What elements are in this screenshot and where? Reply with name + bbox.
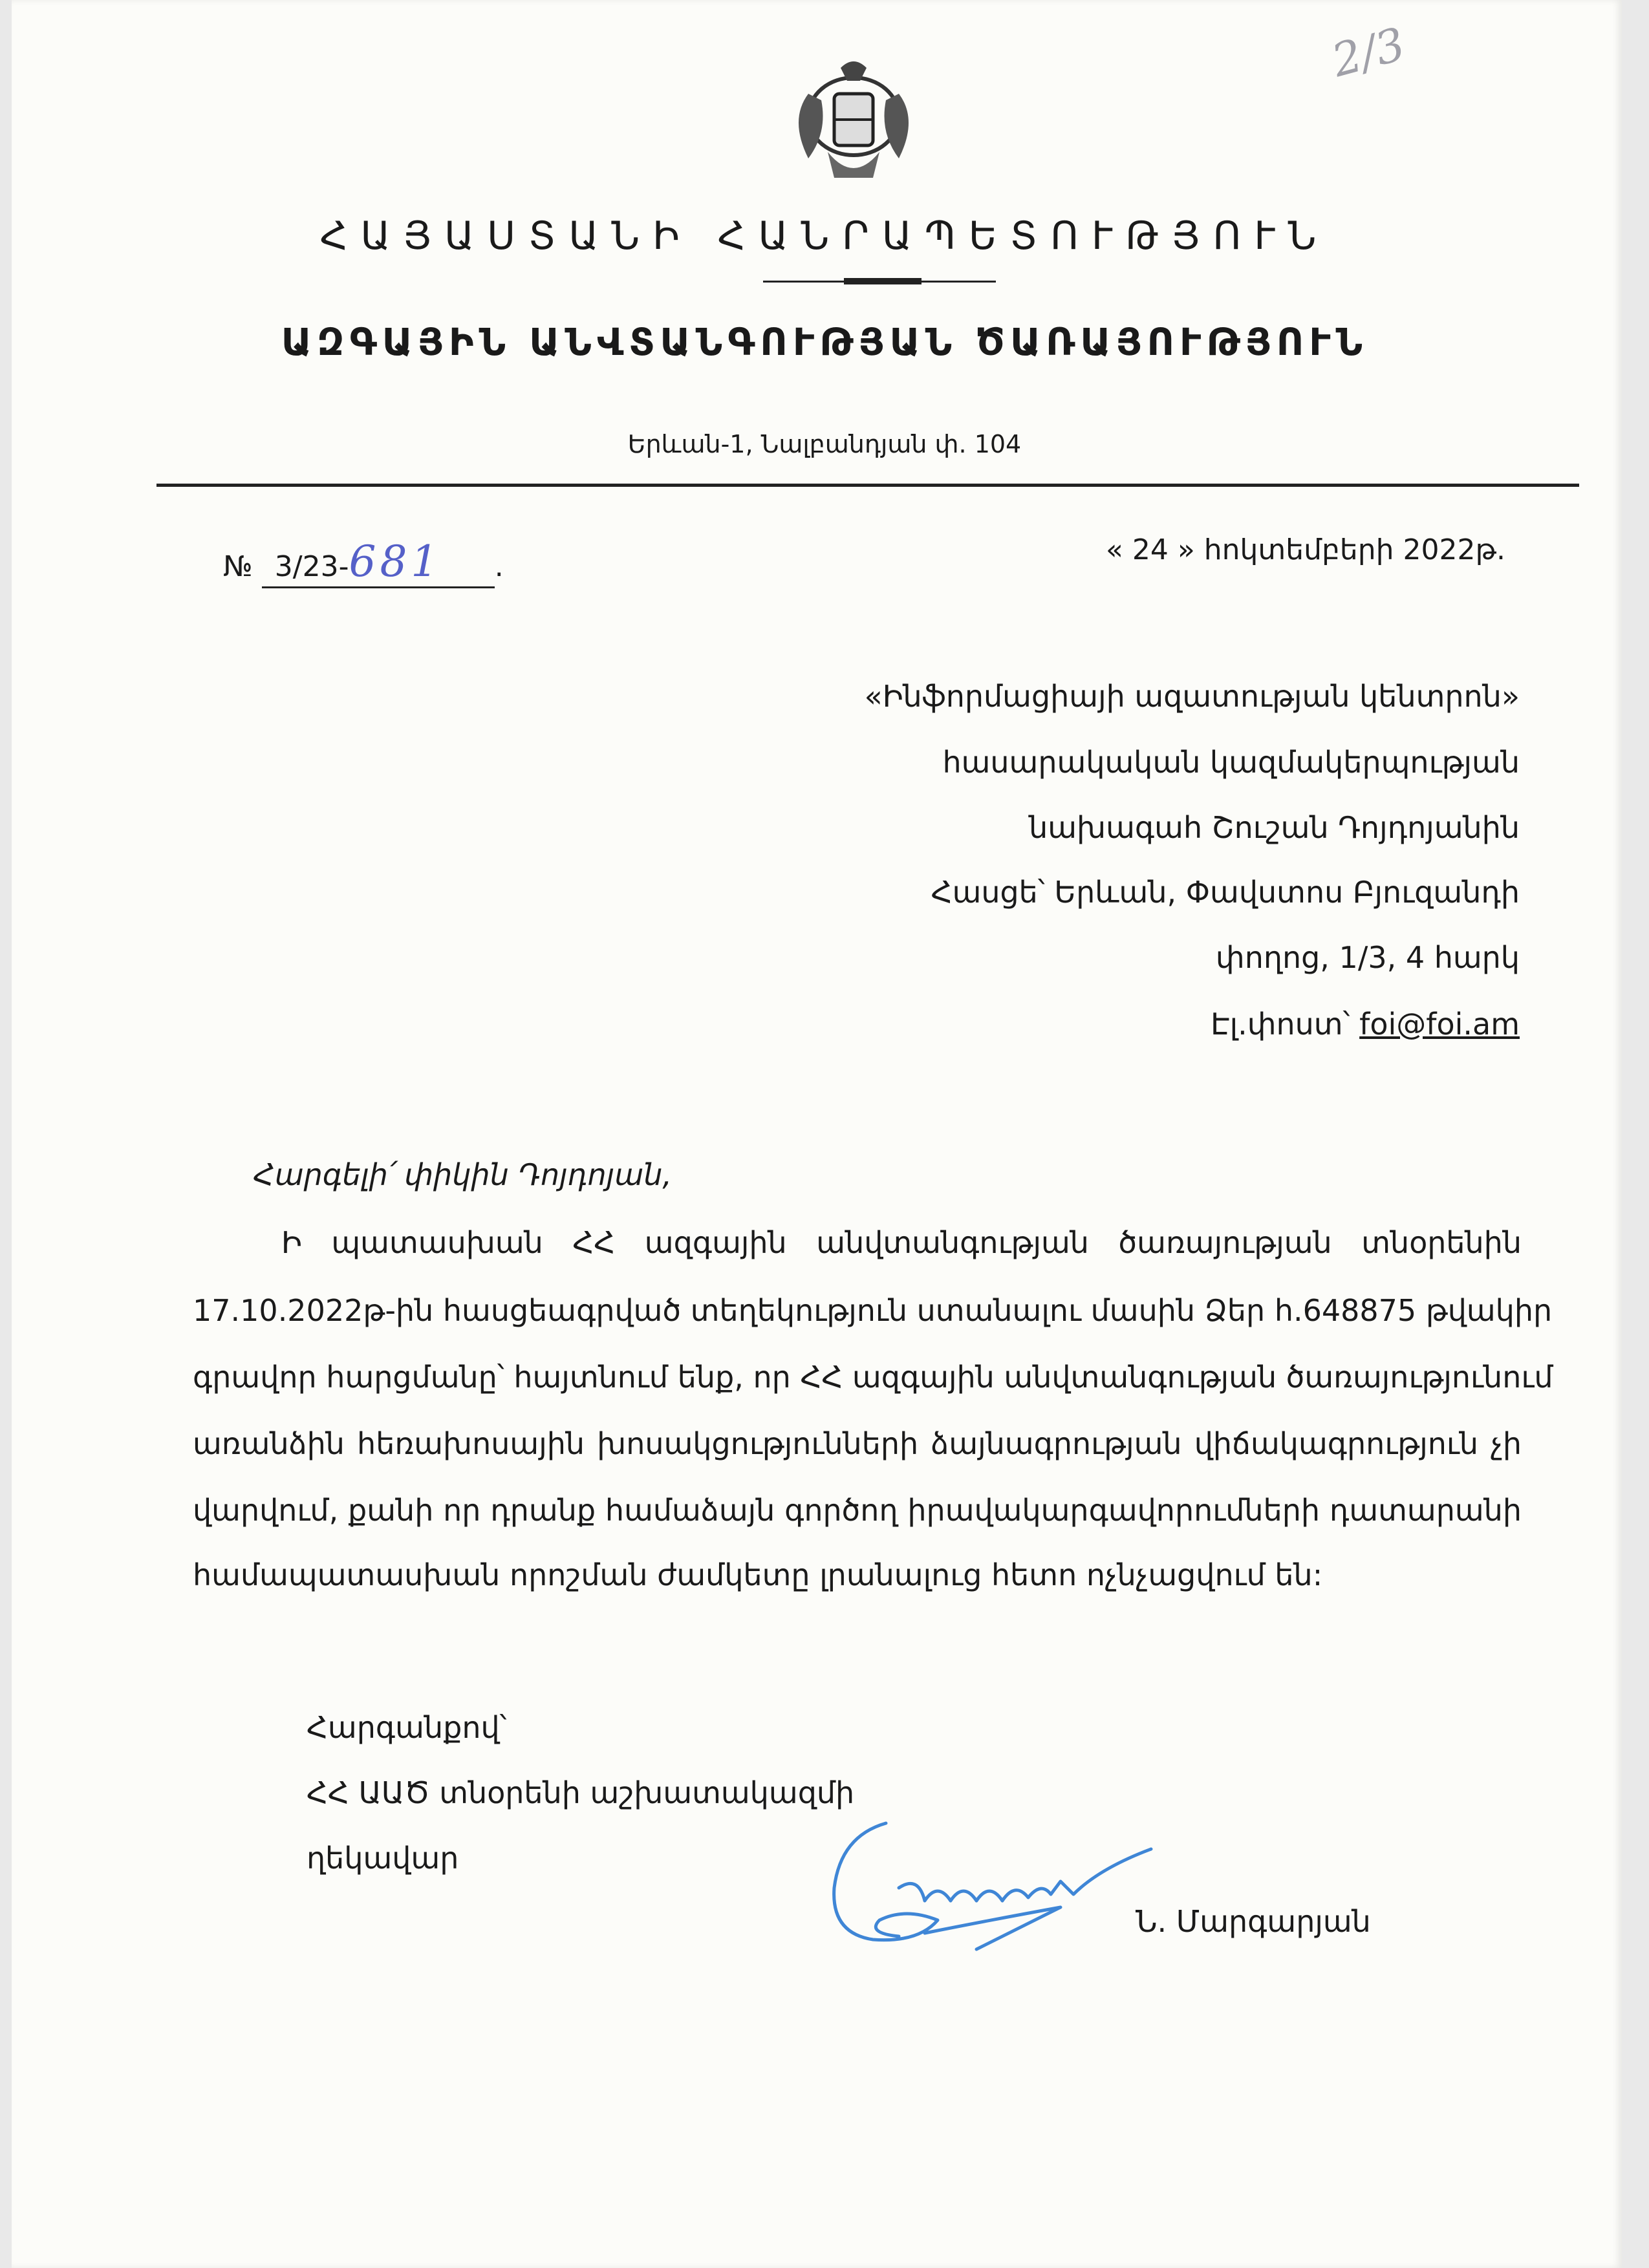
closing-line: ղեկավար xyxy=(307,1841,459,1876)
body-line: Ի պատասխան ՀՀ ազգային անվտանգության ծառայության տնօրենին xyxy=(281,1225,1522,1260)
email-label: Էլ.փոստ՝ xyxy=(1211,1007,1360,1042)
body-line: առանձին հեռախոսային խոսակցությունների ձայնագրության վիճակագրություն չի xyxy=(193,1426,1522,1461)
recipient-line: նախագահ Շուշան Դոյդոյանին xyxy=(1029,810,1520,845)
handwritten-number: 681 xyxy=(349,537,442,586)
body-line: համապատասխան որոշման ժամկետը լրանալուց հետո ոչնչացվում են: xyxy=(193,1557,1323,1592)
title-divider-center xyxy=(844,278,921,284)
number-field xyxy=(262,537,495,588)
letter-date: « 24 » հոկտեմբերի 2022թ. xyxy=(1105,533,1505,566)
number-prefix: 3/23- xyxy=(274,550,349,583)
number-label: № xyxy=(223,550,253,583)
recipient-line: «Ինֆորմացիայի ազատության կենտրոն» xyxy=(864,679,1520,714)
coat-of-arms-emblem xyxy=(782,55,925,197)
signatory-name: Ն. Մարգարյան xyxy=(1136,1904,1371,1939)
closing-line: ՀՀ ԱԱԾ տնօրենի աշխատակազմի xyxy=(307,1775,855,1810)
reference-number: № 3/23-681 . xyxy=(223,537,504,588)
pencil-note: 2/3 xyxy=(1326,17,1411,88)
recipient-line: հասարակական կազմակերպության xyxy=(942,745,1520,780)
body-line: 17.10.2022թ-ին հասցեագրված տեղեկություն ստանալու մասին Ձեր հ.648875 թվակիր xyxy=(193,1293,1553,1328)
body-line: գրավոր հարցմանը՝ հայտնում ենք, որ ՀՀ ազգային անվտանգության ծառայությունում xyxy=(193,1360,1553,1395)
handwritten-signature xyxy=(828,1810,1164,1959)
body-line: վարվում, քանի որ դրանք համաձայն գործող իրավակարգավորումների դատարանի xyxy=(193,1493,1522,1528)
agency-title: ԱԶԳԱՅԻՆ ԱՆՎՏԱՆԳՈՒԹՅԱՆ ԾԱՌԱՅՈՒԹՅՈՒՆ xyxy=(281,320,1368,364)
agency-address: Երևան-1, Նալբանդյան փ. 104 xyxy=(627,430,1022,458)
recipient-line: Հասցե՝ Երևան, Փավստոս Բյուզանդի xyxy=(931,875,1520,910)
recipient-email-line xyxy=(1211,1007,1520,1042)
closing-line: Հարգանքով՝ xyxy=(307,1710,507,1745)
header-rule xyxy=(156,484,1579,487)
greeting: Հարգելի՛ փիկին Դոյդոյան, xyxy=(253,1157,672,1192)
recipient-line: փողոց, 1/3, 4 հարկ xyxy=(1215,940,1520,975)
country-title: ՀԱՅԱՍՏԱՆԻ ՀԱՆՐԱՊԵՏՈՒԹՅՈՒՆ xyxy=(319,213,1330,259)
email-link[interactable]: foi@foi.am xyxy=(1359,1007,1520,1042)
